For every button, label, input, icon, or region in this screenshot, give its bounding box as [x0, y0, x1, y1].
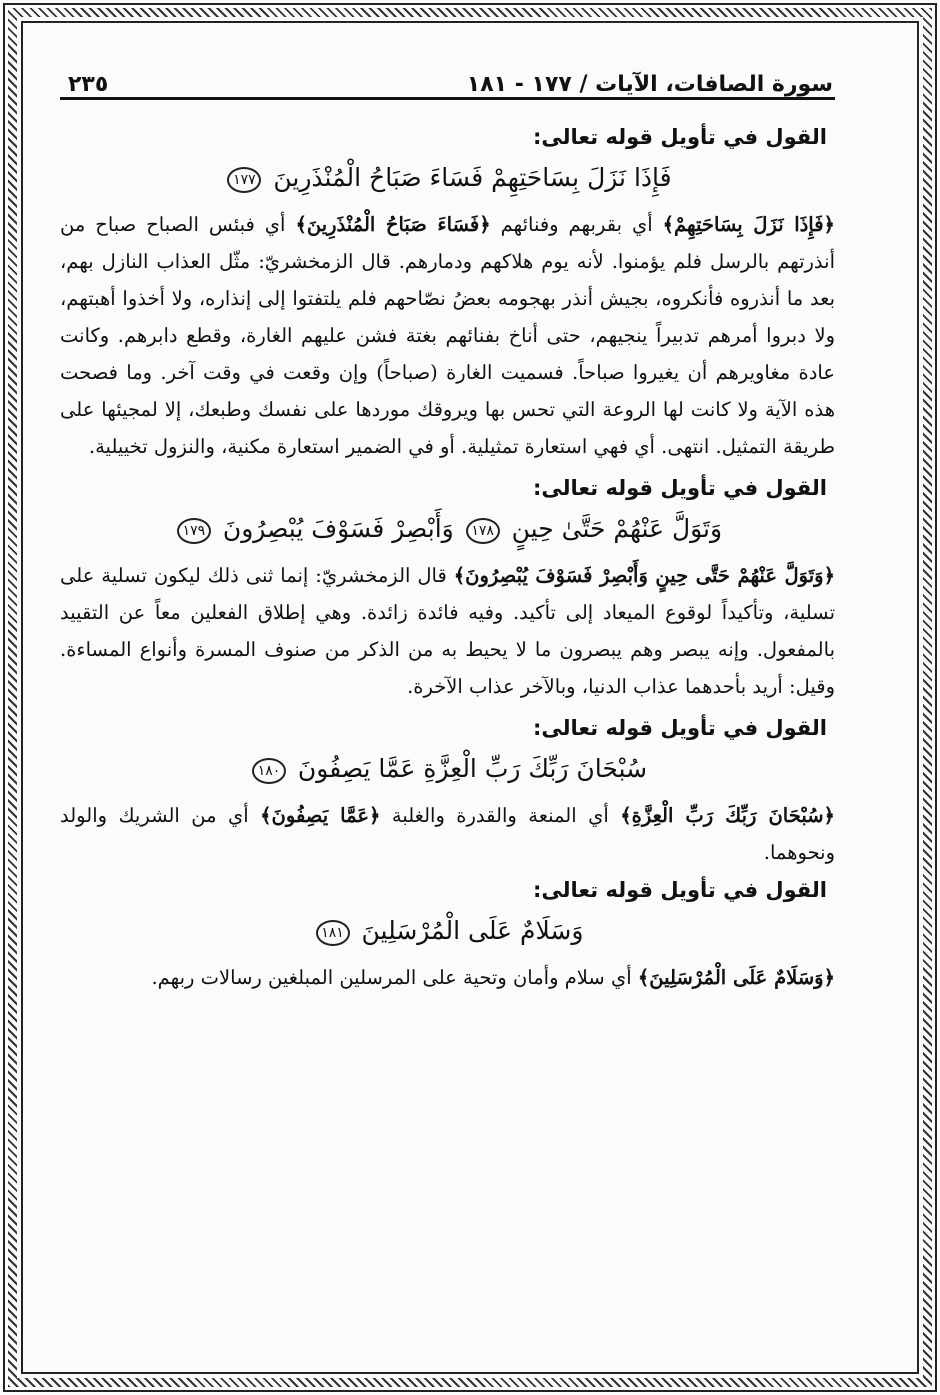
- quran-verse: [60, 909, 835, 953]
- ayah-number-badge: ١٧٩: [177, 518, 211, 544]
- verse-text: سُبْحَانَ رَبِّكَ رَبِّ الْعِزَّةِ عَمَّا يَصِفُونَ: [297, 754, 648, 783]
- verse-text: وَسَلَامٌ عَلَى الْمُرْسَلِينَ: [361, 916, 584, 945]
- page-content: [60, 55, 835, 996]
- verse-quote: ﴿وَسَلَامٌ عَلَى الْمُرْسَلِينَ﴾: [637, 966, 835, 989]
- section-180: [60, 713, 835, 871]
- ayah-number-badge: ١٨٠: [252, 758, 286, 784]
- verse-quote: ﴿سُبْحَانَ رَبِّكَ رَبِّ الْعِزَّةِ﴾: [620, 804, 835, 827]
- verse-quote: ﴿وَتَوَلَّ عَنْهُمْ حَتَّى حِينٍ وَأَبْصِرْ فَسَوْفَ يُبْصِرُونَ﴾: [453, 564, 835, 587]
- verse-text: فَإِذَا نَزَلَ بِسَاحَتِهِمْ فَسَاءَ صَبَاحُ الْمُنْذَرِينَ: [273, 163, 672, 192]
- commentary-paragraph: [60, 797, 835, 871]
- section-heading: القول في تأويل قوله تعالى:: [533, 878, 827, 902]
- quran-verse: [60, 747, 835, 791]
- commentary-text: أي المنعة والقدرة والغلبة: [380, 804, 621, 827]
- header-title: سورة الصافات، الآيات / ١٧٧ - ١٨١: [466, 72, 833, 97]
- ayah-number-badge: ١٨١: [316, 920, 350, 946]
- section-heading: القول في تأويل قوله تعالى:: [533, 476, 827, 500]
- page-number: ٢٣٥: [68, 72, 109, 97]
- commentary-text: أي من الشريك والولد ونحوهما.: [60, 804, 835, 864]
- verse-text: وَأَبْصِرْ فَسَوْفَ يُبْصِرُونَ: [222, 514, 454, 543]
- section-181: [60, 875, 835, 996]
- ayah-number-badge: ١٧٧: [227, 167, 261, 193]
- ayah-number-badge: ١٧٨: [466, 518, 500, 544]
- quran-verse: [60, 156, 835, 200]
- commentary-paragraph: [60, 557, 835, 705]
- running-header: [60, 55, 835, 100]
- commentary-paragraph: [60, 206, 835, 465]
- quran-verse: [60, 507, 835, 551]
- commentary-text: قال الزمخشريّ: إنما ثنى ذلك ليكون تسلية على تسلية، وتأكيداً لوقوع الميعاد إلى تأكيد. وفيه فائدة زائدة. وهي إطلاق الفعلين معاً عن التقييد بالمفعول. وإنه يبصر وهم يبصرون ما لا يحيط به من الذكر من صنوف المسرة وأنواع المساءة. وقيل: أريد بأحدهما عذاب الدنيا، وبالآخر عذاب الآخرة.: [60, 564, 835, 698]
- commentary-text: أي سلام وأمان وتحية على المرسلين المبلغين رسالات ربهم.: [151, 966, 638, 989]
- commentary-paragraph: [60, 959, 835, 996]
- verse-quote: ﴿عَمَّا يَصِفُونَ﴾: [260, 804, 381, 827]
- section-heading: القول في تأويل قوله تعالى:: [533, 125, 827, 149]
- commentary-text: أي بقربهم وفنائهم: [490, 213, 663, 236]
- section-heading: القول في تأويل قوله تعالى:: [533, 716, 827, 740]
- verse-quote: ﴿فَسَاءَ صَبَاحُ الْمُنْذَرِينَ﴾: [295, 213, 491, 236]
- verse-quote: ﴿فَإِذَا نَزَلَ بِسَاحَتِهِمْ﴾: [662, 213, 835, 236]
- verse-text: وَتَوَلَّ عَنْهُمْ حَتَّىٰ حِينٍ: [511, 514, 723, 543]
- commentary-text: أي فبئس الصباح صباح من أنذرتهم بالرسل فلم يؤمنوا. لأنه يوم هلاكهم ودمارهم. قال الزمخشريّ: مثّل العذاب النازل بهم، بعد ما أنذروه فأنكروه، بجيش أنذر بهجومه بعضُ نصّاحهم فلم يلتفتوا إلى إنذاره، ولا أخذوا أهبتهم، ولا دبروا أمرهم تدبيراً ينجيهم، حتى أناخ بفنائهم بغتة فشن عليهم الغارة، وقطع دابرهم. وكانت عادة مغاويرهم أن يغيروا صباحاً. فسميت الغارة (صباحاً) وإن وقعت في وقت آخر. وما فصحت هذه الآية ولا كانت لها الروعة التي تحس بها ويروقك موردها على نفسك وطبعك، إلا لمجيئها على طريقة التمثيل. انتهى. أي فهي استعارة تمثيلية. أو في الضمير استعارة مكنية، والنزول تخييلية.: [60, 213, 835, 458]
- section-178-179: [60, 473, 835, 705]
- section-177: [60, 122, 835, 465]
